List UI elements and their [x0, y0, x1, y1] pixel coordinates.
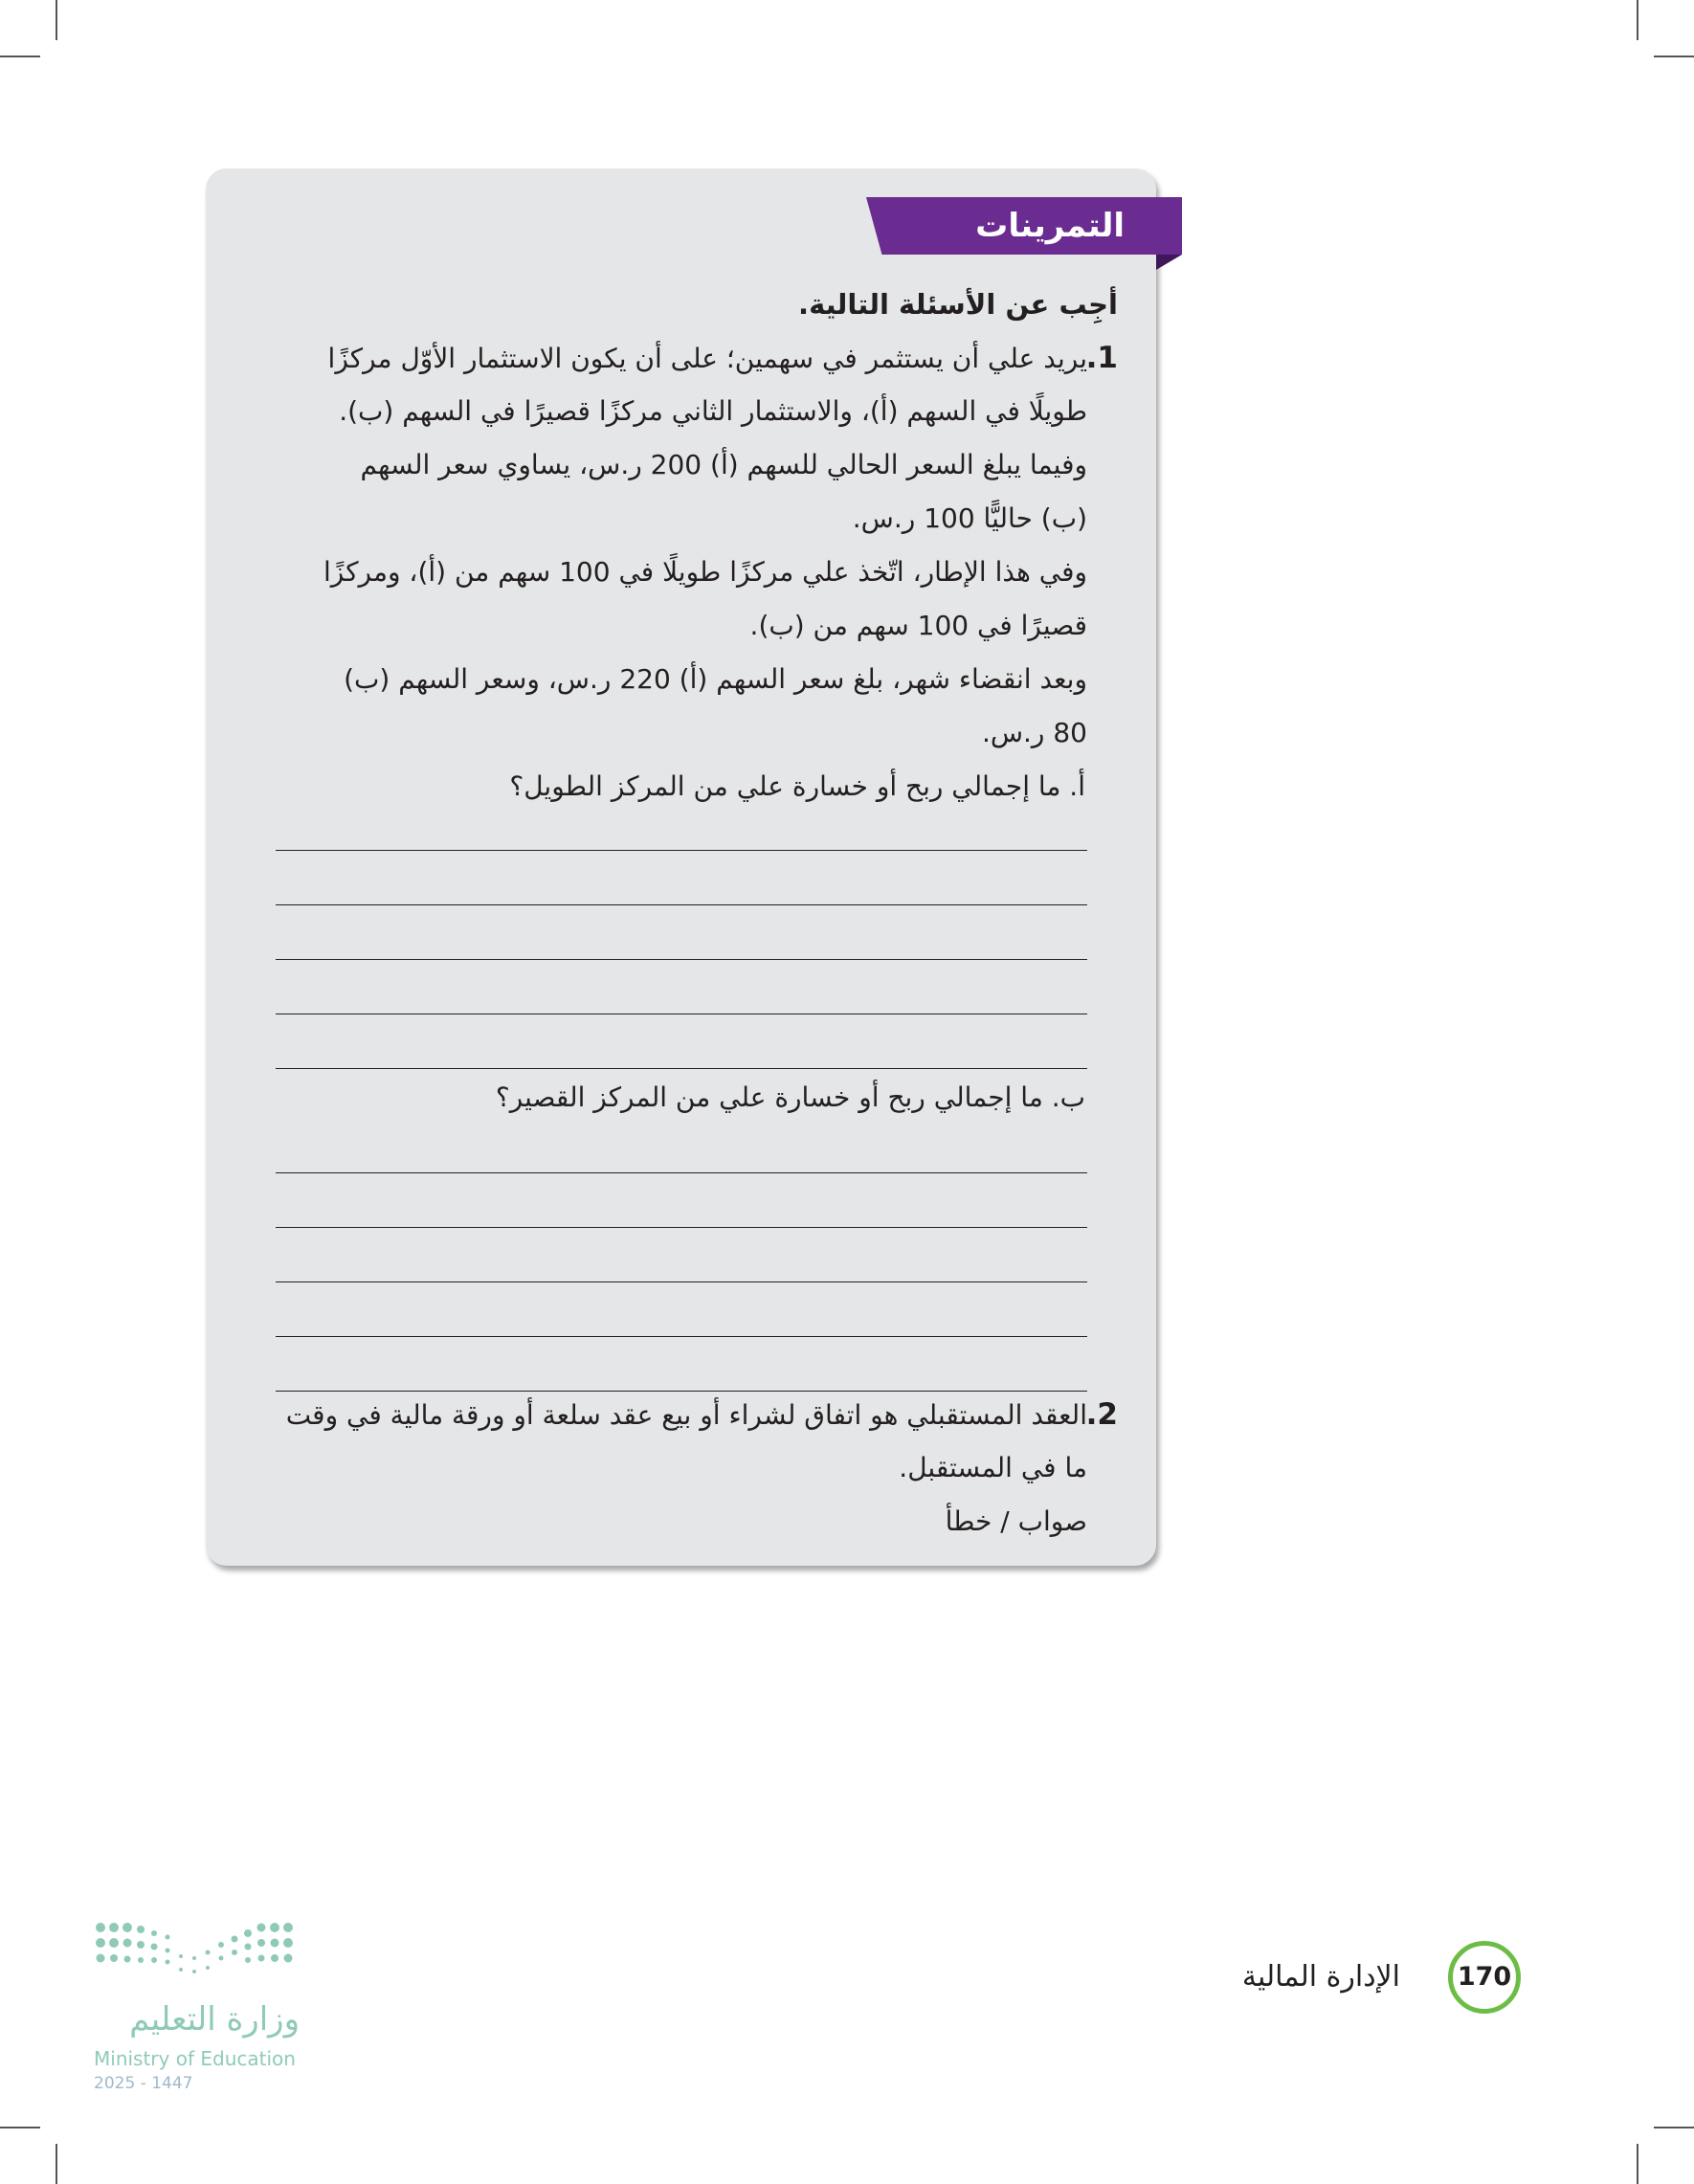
- answer-area-a[interactable]: [276, 796, 1087, 1069]
- answer-line[interactable]: [276, 851, 1087, 905]
- logo-year: 2025 - 1447: [94, 2074, 193, 2093]
- q2-number: 2.: [1085, 1397, 1118, 1432]
- logo-arabic-text: وزارة التعليم: [129, 2000, 300, 2039]
- q1-line: وفي هذا الإطار، اتّخذ علي مركزًا طويلًا في 100 سهم من (أ)، ومركزًا: [323, 556, 1087, 588]
- logo-english-text: Ministry of Education: [94, 2047, 296, 2070]
- crop-mark: [1654, 2127, 1694, 2128]
- answer-line[interactable]: [276, 1228, 1087, 1282]
- crop-mark: [56, 0, 57, 40]
- ribbon-fold: [1156, 255, 1182, 270]
- answer-line[interactable]: [276, 1282, 1087, 1337]
- answer-area-b[interactable]: [276, 1119, 1087, 1392]
- q1-line: طويلًا في السهم (أ)، والاستثمار الثاني مركزًا قصيرًا في السهم (ب).: [339, 395, 1087, 427]
- q1-line: وبعد انقضاء شهر، بلغ سعر السهم (أ) 220 ر.س، وسعر السهم (ب): [344, 663, 1087, 695]
- q2-text: العقد المستقبلي هو اتفاق لشراء أو بيع عقد سلعة أو ورقة مالية في وقت: [285, 1399, 1087, 1431]
- answer-line[interactable]: [276, 1173, 1087, 1228]
- exercise-content: [237, 278, 1118, 1549]
- crop-mark: [0, 56, 40, 57]
- instruction: أجِب عن الأسئلة التالية.: [798, 288, 1118, 321]
- q1-text: يريد علي أن يستثمر في سهمين؛ على أن يكون الاستثمار الأوّل مركزًا: [327, 343, 1087, 374]
- answer-line[interactable]: [276, 905, 1087, 960]
- q1-part-b: ب. ما إجمالي ربح أو خسارة علي من المركز القصير؟: [495, 1081, 1085, 1113]
- q1-line: وفيما يبلغ السعر الحالي للسهم (أ) 200 ر.س، يساوي سعر السهم: [360, 449, 1087, 480]
- crop-mark: [1637, 2144, 1638, 2184]
- q1-line: قصيرًا في 100 سهم من (ب).: [749, 610, 1087, 641]
- q1-line: 80 ر.س.: [981, 717, 1087, 748]
- page-number: 170: [1448, 1941, 1521, 2014]
- section-title: التمرينات: [975, 207, 1125, 245]
- answer-line[interactable]: [276, 960, 1087, 1014]
- crop-mark: [0, 2127, 40, 2128]
- answer-line[interactable]: [276, 1337, 1087, 1392]
- q2-options[interactable]: صواب / خطأ: [945, 1505, 1087, 1537]
- q1-line: [237, 331, 1118, 385]
- answer-line[interactable]: [276, 1014, 1087, 1069]
- crop-mark: [1654, 56, 1694, 57]
- q1-number: 1.: [1085, 341, 1118, 375]
- crop-mark: [1637, 0, 1638, 40]
- q1-line: (ب) حاليًّا 100 ر.س.: [852, 502, 1087, 534]
- chapter-title: الإدارة المالية: [1241, 1960, 1400, 1994]
- q1-part-a: أ. ما إجمالي ربح أو خسارة علي من المركز الطويل؟: [509, 770, 1085, 802]
- q2-line: [237, 1388, 1118, 1441]
- crop-mark: [56, 2144, 57, 2184]
- q2-line: ما في المستقبل.: [899, 1452, 1087, 1483]
- answer-line[interactable]: [276, 1119, 1087, 1173]
